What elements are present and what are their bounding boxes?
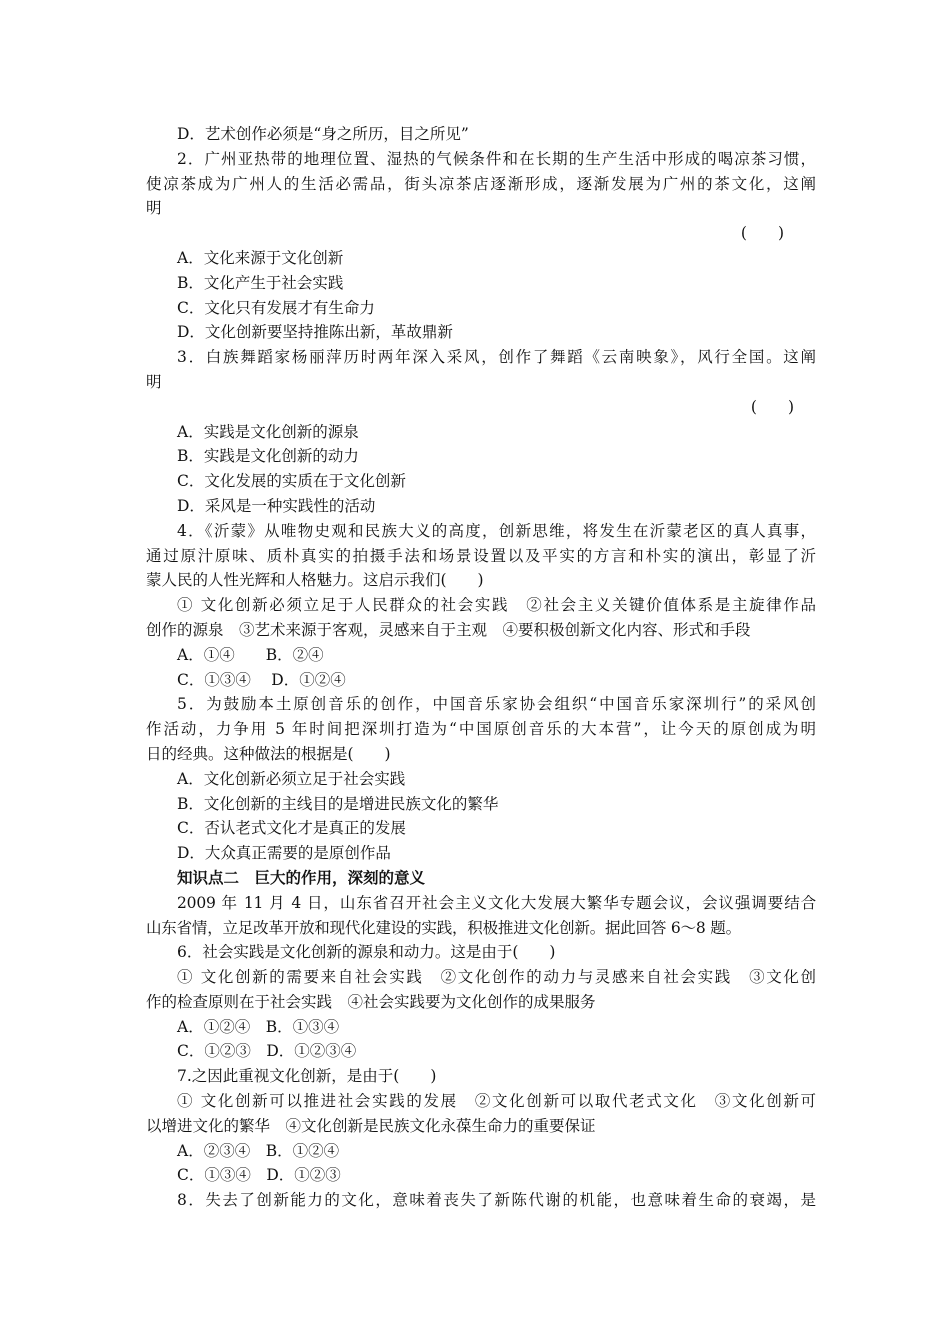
text-line: ① 文化创新的需要来自社会实践 ②文化创作的动力与灵感来自社会实践 ③文化创 — [177, 968, 816, 987]
text-line: 日的经典。这种做法的根据是( ) — [146, 744, 391, 763]
text-line: D．艺术创作必须是“身之所历，目之所见” — [177, 125, 469, 143]
text-line: C．①③④ D．①②③ — [177, 1166, 341, 1185]
text-line: B．文化产生于社会实践 — [177, 273, 344, 292]
document-page — [146, 122, 816, 1213]
text-line: 作活动，力争用 5 年时间把深圳打造为“中国原创音乐的大本营”，让今天的原创成为明 — [146, 720, 816, 739]
text-line: D．采风是一种实践性的活动 — [177, 496, 376, 515]
text-line: A．①②④ B．①③④ — [177, 1017, 340, 1036]
text-line: 2009 年 11 月 4 日，山东省召开社会主义文化大发展大繁华专题会议，会议强调要结合 — [177, 893, 816, 912]
text-line: 明 — [146, 199, 162, 218]
text-line: ① 文化创新必须立足于人民群众的社会实践 ②社会主义关键价值体系是主旋律作品 — [177, 596, 816, 615]
text-line: 3．白族舞蹈家杨丽萍历时两年深入采风，创作了舞蹈《云南映象》，风行全国。这阐 — [177, 348, 816, 367]
text-line: 5．为鼓励本土原创音乐的创作，中国音乐家协会组织“中国音乐家深圳行”的采风创 — [177, 695, 816, 714]
text-line: 明 — [146, 372, 162, 391]
text-line: 7.之因此重视文化创新，是由于( ) — [177, 1067, 437, 1086]
text-line: B．文化创新的主线目的是增进民族文化的繁华 — [177, 794, 499, 813]
text-line: C．文化只有发展才有生命力 — [177, 298, 375, 317]
text-line: 使凉茶成为广州人的生活必需品，街头凉茶店逐渐形成，逐渐发展为广州的茶文化，这阐 — [146, 174, 816, 193]
text-line: 4．《沂蒙》从唯物史观和民族大义的高度，创新思维，将发生在沂蒙老区的真人真事， — [177, 521, 816, 540]
answer-bracket: ( ) — [740, 224, 784, 243]
text-line: 以增进文化的繁华 ④文化创新是民族文化永葆生命力的重要保证 — [146, 1116, 596, 1135]
text-line: 2．广州亚热带的地理位置、湿热的气候条件和在长期的生产生活中形成的喝凉茶习惯， — [177, 149, 816, 168]
text-line: 作的检查原则在于社会实践 ④社会实践要为文化创作的成果服务 — [146, 992, 596, 1011]
text-line: C．①②③ D．①②③④ — [177, 1042, 357, 1061]
section-heading: 知识点二 巨大的作用，深刻的意义 — [177, 867, 426, 887]
text-line: B．实践是文化创新的动力 — [177, 447, 359, 466]
text-line: 创作的源泉 ③艺术来源于客观，灵感来自于主观 ④要积极创新文化内容、形式和手段 — [146, 620, 751, 639]
text-line: A．①④ B．②④ — [177, 645, 324, 664]
text-line: 山东省情，立足改革开放和现代化建设的实践，积极推进文化创新。据此回答 6～8 题。 — [146, 918, 741, 937]
text-line: 蒙人民的人性光辉和人格魅力。这启示我们( ) — [146, 571, 484, 590]
text-line: A．文化创新必须立足于社会实践 — [177, 769, 406, 788]
text-line: 通过原汁原味、质朴真实的拍摄手法和场景设置以及平实的方言和朴实的演出，彰显了沂 — [146, 546, 816, 565]
text-line: 8．失去了创新能力的文化，意味着丧失了新陈代谢的机能，也意味着生命的衰竭，是 — [177, 1191, 816, 1210]
answer-bracket: ( ) — [750, 397, 794, 416]
text-line: ① 文化创新可以推进社会实践的发展 ②文化创新可以取代老式文化 ③文化创新可 — [177, 1092, 816, 1111]
text-line: C．①③④ D．①②④ — [177, 670, 346, 689]
text-line: A．文化来源于文化创新 — [177, 248, 344, 267]
text-line: D．大众真正需要的是原创作品 — [177, 844, 391, 863]
text-line: 6．社会实践是文化创新的源泉和动力。这是由于( ) — [177, 943, 556, 962]
text-line: C．否认老式文化才是真正的发展 — [177, 819, 406, 838]
text-line: A．②③④ B．①②④ — [177, 1141, 340, 1160]
text-line: D．文化创新要坚持推陈出新，革故鼎新 — [177, 323, 453, 342]
text-line: C．文化发展的实质在于文化创新 — [177, 472, 406, 491]
text-line: A．实践是文化创新的源泉 — [177, 422, 359, 441]
